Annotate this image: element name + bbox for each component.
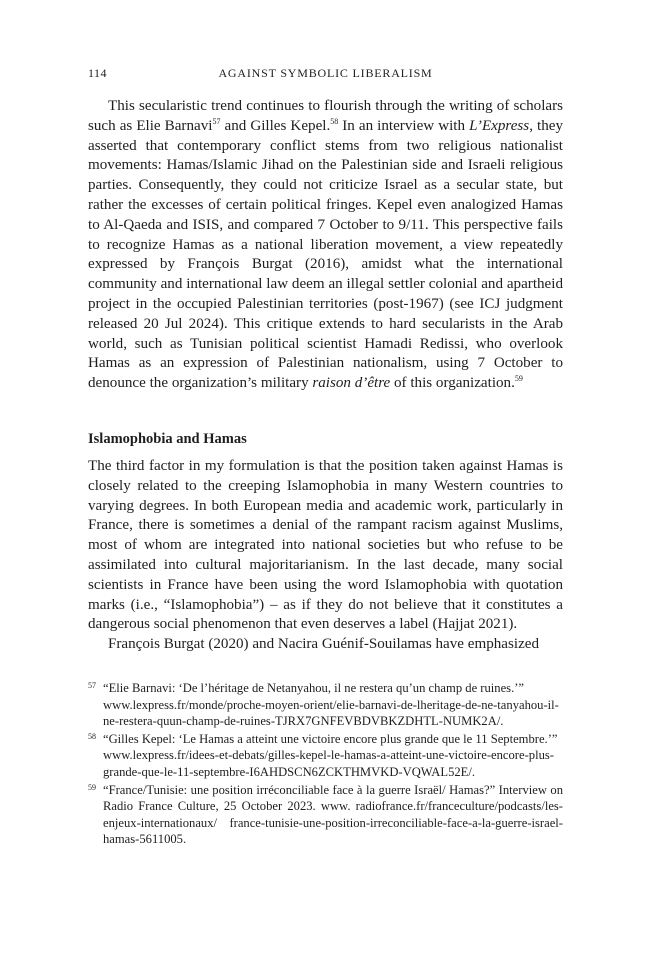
paragraph-text: This secularistic trend continues to flourish through the writing of scholars such as Elie Barnavi bbox=[88, 98, 563, 134]
paragraph bbox=[88, 97, 563, 394]
footnotes bbox=[88, 680, 563, 849]
paragraph: The third factor in my formulation is that the position taken against Hamas is closely related to the creeping Islamophobia in many Western countries to varying degrees. In both European media and academic work, particularly in France, there is sometimes a denial of the rampant racism against Muslims, most of whom are integrated into national societies but who refuse to be assimilated into cultural majoritarianism. In the last decade, many social scientists in France have been using the word Islamophobia with quotation marks (i.e., “Islamophobia”) – as if they do not believe that it constitutes a dangerous social phenomenon that even deserves a label (Hajjat 2021). bbox=[88, 457, 563, 633]
footnote bbox=[88, 680, 563, 730]
section-heading: Islamophobia and Hamas bbox=[88, 430, 247, 447]
footnote-number: 59 bbox=[88, 782, 96, 792]
footnote bbox=[88, 731, 563, 781]
paragraph-text: In an interview with bbox=[338, 117, 470, 134]
italic-term: raison d’être bbox=[312, 375, 391, 392]
body-text bbox=[88, 97, 563, 655]
footnote-number: 57 bbox=[88, 681, 96, 690]
footnote-text: “Gilles Kepel: ‘Le Hamas a atteint une victoire encore plus grande que le 11 Septembre.’” www.lexpress.fr/idees-et-debats/gilles-kepel-le-hamas-a-atteint-une-victoire-encore-plus-grande-que-le-11-septembre-I6AHDSCN6ZCKTHMVKD-VQWAL52E/. bbox=[103, 731, 558, 779]
page-header bbox=[88, 66, 563, 82]
footnote bbox=[88, 782, 563, 848]
paragraph-text: , they asserted that contemporary conflict stems from two religious nationalist movements: Hamas/Islamic Jihad on the Palestinian side and Israeli religious parties. Consequently, they could not criticize Israel as a secular state, but rather the excesses of certain political fringes. Kepel even analogized Hamas to Al-Qaeda and ISIS, and compared 7 October to 9/11. This perspective fails to recognize Hamas as a national liberation movement, a view repeatedly expressed by François Burgat (2016), amidst what the international community and international law deem an illegal settler colonial and apartheid project in the occupied Palestinian territories (post-1967) (see ICJ judgment released 20 Jul 2024). This critique extends to hard secularists in the Arab world, such as Tunisian political scientist Hamadi Redissi, who overlook Hamas as an expression of Palestinian nationalism, using 7 October to denounce the organization’s military bbox=[88, 117, 563, 392]
footnote-text: “Elie Barnavi: ‘De l’héritage de Netanyahou, il ne restera qu’un champ de ruines.’” www.lexpress.fr/monde/proche-moyen-orient/elie-barnavi-de-lheritage-de-ne-tanyahou-il-ne-restera-quun-champ-de-ruines-TJRX7GNFEVBDVBKZDHTL-NUMK2A/. bbox=[103, 681, 559, 729]
footnote-ref[interactable]: 57 bbox=[212, 116, 221, 126]
paragraph-text: of this organization. bbox=[390, 375, 515, 392]
footnote-text: “France/Tunisie: une position irréconciliable face à la guerre Israël/ Hamas?” Interview on Radio France Culture, 25 October 2023. www. radiofrance.fr/franceculture/podcasts/les-enjeux-internationaux/ france-tunisie-une-position-irreconciliable-face-a-la-guerre-israel-hamas-5611005. bbox=[103, 782, 563, 847]
publication-title: L’Express bbox=[469, 117, 530, 134]
paragraph: François Burgat (2020) and Nacira Guénif-Souilamas have emphasized bbox=[108, 636, 540, 653]
running-head: AGAINST SYMBOLIC LIBERALISM bbox=[218, 66, 433, 80]
footnote-ref[interactable]: 58 bbox=[330, 116, 339, 126]
page-number: 114 bbox=[88, 66, 108, 80]
footnote-ref[interactable]: 59 bbox=[514, 374, 523, 384]
footnote-number: 58 bbox=[88, 731, 96, 741]
paragraph-text: and Gilles Kepel. bbox=[220, 117, 331, 134]
